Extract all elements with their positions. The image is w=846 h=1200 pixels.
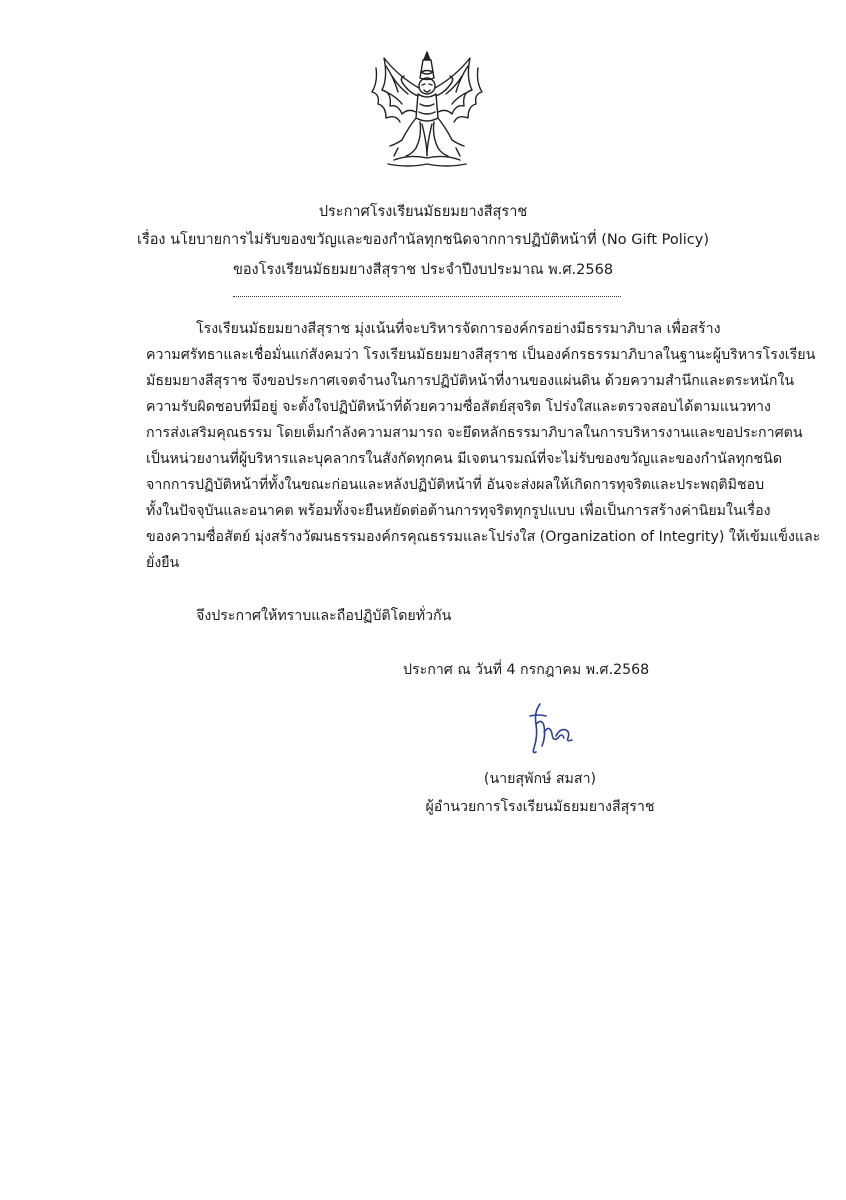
dotted-divider — [233, 296, 621, 297]
body-line: เป็นหน่วยงานที่ผู้บริหารและบุคลากรในสังกัดทุกคน มีเจตนารมณ์ที่จะไม่รับของขวัญและของกำนัลทุกชนิด — [146, 451, 783, 467]
announcement-title: ประกาศโรงเรียนมัธยมยางสีสุราช — [318, 204, 528, 220]
garuda-emblem-icon — [368, 48, 486, 170]
body-line: ความรับผิดชอบที่มีอยู่ จะตั้งใจปฏิบัติหน้าที่ด้วยความซื่อสัตย์สุจริต โปร่งใสและตรวจสอบได้ตามแนวทาง — [146, 399, 771, 415]
body-line: ทั้งในปัจจุบันและอนาคต พร้อมทั้งจะยืนหยัดต่อต้านการทุจริตทุกรูปแบบ เพื่อเป็นการสร้างค่านิยมในเรื่อง — [146, 503, 771, 519]
closing-statement: จึงประกาศให้ทราบและถือปฏิบัติโดยทั่วกัน — [196, 608, 452, 624]
signer-name: (นายสุพักษ์ สมสา) — [483, 771, 597, 787]
signer-position: ผู้อำนวยการโรงเรียนมัธยมยางสีสุราช — [425, 799, 655, 815]
body-line: การส่งเสริมคุณธรรม โดยเต็มกำลังความสามารถ จะยึดหลักธรรมาภิบาลในการบริหารงานและขอประกาศตน — [146, 425, 803, 441]
body-line: โรงเรียนมัธยมยางสีสุราช มุ่งเน้นที่จะบริหารจัดการองค์กรอย่างมีธรรมาภิบาล เพื่อสร้าง — [196, 321, 721, 337]
body-line: ความศรัทธาและเชื่อมั่นแก่สังคมว่า โรงเรียนมัธยมยางสีสุราช เป็นองค์กรธรรมาภิบาลในฐานะผู้บริหารโรงเรียน — [146, 347, 816, 363]
announcement-scope: ของโรงเรียนมัธยมยางสีสุราช ประจำปีงบประมาณ พ.ศ.2568 — [232, 262, 614, 278]
announcement-subject: เรื่อง นโยบายการไม่รับของขวัญและของกำนัลทุกชนิดจากการปฏิบัติหน้าที่ (No Gift Policy) — [136, 232, 709, 248]
body-line: ของความซื่อสัตย์ มุ่งสร้างวัฒนธรรมองค์กรคุณธรรมและโปร่งใส (Organization of Integrity) ให้เข้มแข็งและ — [146, 529, 821, 545]
body-line: มัธยมยางสีสุราช จึงขอประกาศเจตจำนงในการปฏิบัติหน้าที่งานของแผ่นดิน ด้วยความสำนึกและตระหนักใน — [146, 373, 795, 389]
body-line: จากการปฏิบัติหน้าที่ทั้งในขณะก่อนและหลังปฏิบัติหน้าที่ อันจะส่งผลให้เกิดการทุจริตและประพฤติมิชอบ — [146, 477, 765, 493]
body-line: ยั่งยืน — [146, 555, 180, 571]
handwritten-signature-icon — [520, 702, 580, 757]
announcement-date: ประกาศ ณ วันที่ 4 กรกฎาคม พ.ศ.2568 — [403, 662, 650, 678]
